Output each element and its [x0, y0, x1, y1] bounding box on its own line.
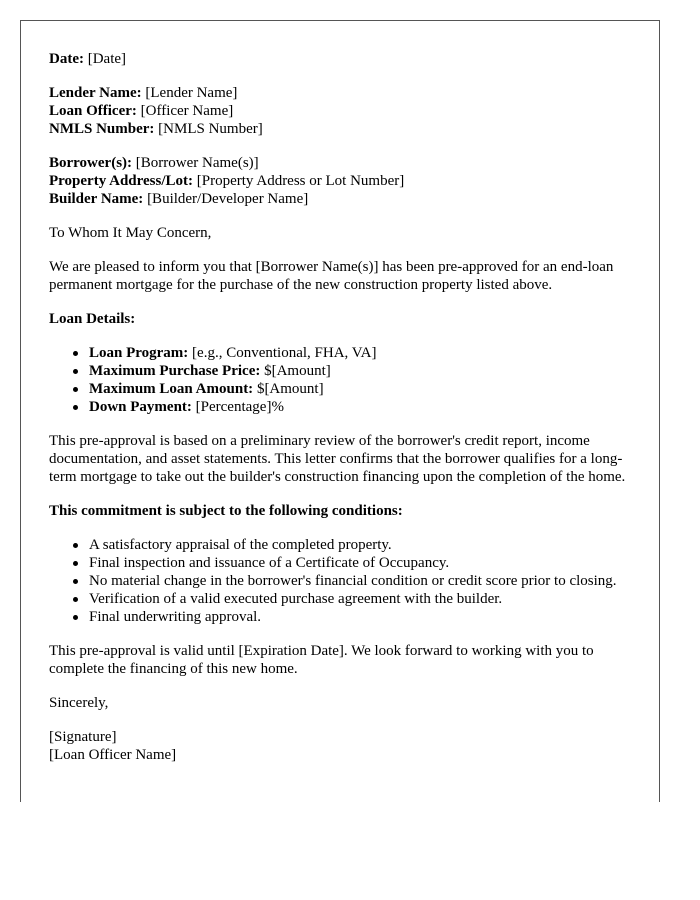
down-payment-value: [Percentage]%	[195, 399, 284, 415]
loan-details-list	[49, 344, 631, 416]
list-item: Final inspection and issuance of a Certificate of Occupancy.	[89, 554, 631, 572]
validity-paragraph: This pre-approval is valid until [Expiration Date]. We look forward to working with you to complete the financing of this new home.	[49, 643, 594, 677]
nmls-label: NMLS Number:	[49, 121, 155, 137]
conditions-heading-text: This commitment is subject to the following conditions:	[49, 503, 403, 519]
list-item: A satisfactory appraisal of the completed property.	[89, 536, 631, 554]
property-block	[49, 154, 631, 208]
date-label: Date:	[49, 51, 84, 67]
list-item: Final underwriting approval.	[89, 608, 631, 626]
loan-details-heading-text: Loan Details:	[49, 311, 136, 327]
borrower-label: Borrower(s):	[49, 155, 133, 171]
basis-paragraph: This pre-approval is based on a preliminary review of the borrower's credit report, income documentation, and asset statements. This letter confirms that the borrower qualifies for a long-term mortgage to take out the builder's construction financing upon the completion of the home.	[49, 433, 626, 485]
nmls-value: [NMLS Number]	[158, 121, 263, 137]
signature-block	[49, 728, 631, 764]
date-value: [Date]	[87, 51, 127, 67]
loan-officer-line	[49, 102, 631, 120]
borrower-value: [Borrower Name(s)]	[135, 155, 259, 171]
nmls-line	[49, 120, 631, 138]
loan-program-value: [e.g., Conventional, FHA, VA]	[192, 345, 377, 361]
lender-block	[49, 84, 631, 138]
max-purchase-price-value: $[Amount]	[264, 363, 331, 379]
borrower-line	[49, 154, 631, 172]
max-purchase-price-label: Maximum Purchase Price:	[89, 363, 261, 379]
max-loan-amount-value: $[Amount]	[256, 381, 324, 397]
list-item: No material change in the borrower's financial condition or credit score prior to closing.	[89, 572, 631, 590]
builder-label: Builder Name:	[49, 191, 144, 207]
letter-document	[20, 20, 660, 802]
list-item	[89, 362, 631, 380]
loan-officer-name: [Loan Officer Name]	[49, 747, 177, 763]
loan-officer-label: Loan Officer:	[49, 103, 137, 119]
property-address-value: [Property Address or Lot Number]	[196, 173, 405, 189]
builder-line	[49, 190, 631, 208]
list-item	[89, 380, 631, 398]
lender-name-label: Lender Name:	[49, 85, 142, 101]
loan-details-heading	[49, 310, 631, 328]
salutation: To Whom It May Concern,	[49, 225, 212, 241]
date-block	[49, 50, 631, 68]
signature: [Signature]	[49, 729, 117, 745]
intro-paragraph: We are pleased to inform you that [Borrower Name(s)] has been pre-approved for an end-loan permanent mortgage for the purchase of the new construction property listed above.	[49, 259, 614, 293]
conditions-list	[49, 536, 631, 626]
max-loan-amount-label: Maximum Loan Amount:	[89, 381, 254, 397]
list-item	[89, 344, 631, 362]
property-address-label: Property Address/Lot:	[49, 173, 194, 189]
loan-officer-value: [Officer Name]	[140, 103, 234, 119]
builder-value: [Builder/Developer Name]	[147, 191, 309, 207]
property-address-line	[49, 172, 631, 190]
down-payment-label: Down Payment:	[89, 399, 192, 415]
loan-program-label: Loan Program:	[89, 345, 189, 361]
sign-off: Sincerely,	[49, 695, 109, 711]
list-item	[89, 398, 631, 416]
list-item: Verification of a valid executed purchase agreement with the builder.	[89, 590, 631, 608]
conditions-heading	[49, 502, 631, 520]
lender-name-line	[49, 84, 631, 102]
lender-name-value: [Lender Name]	[145, 85, 238, 101]
date-line	[49, 50, 631, 68]
